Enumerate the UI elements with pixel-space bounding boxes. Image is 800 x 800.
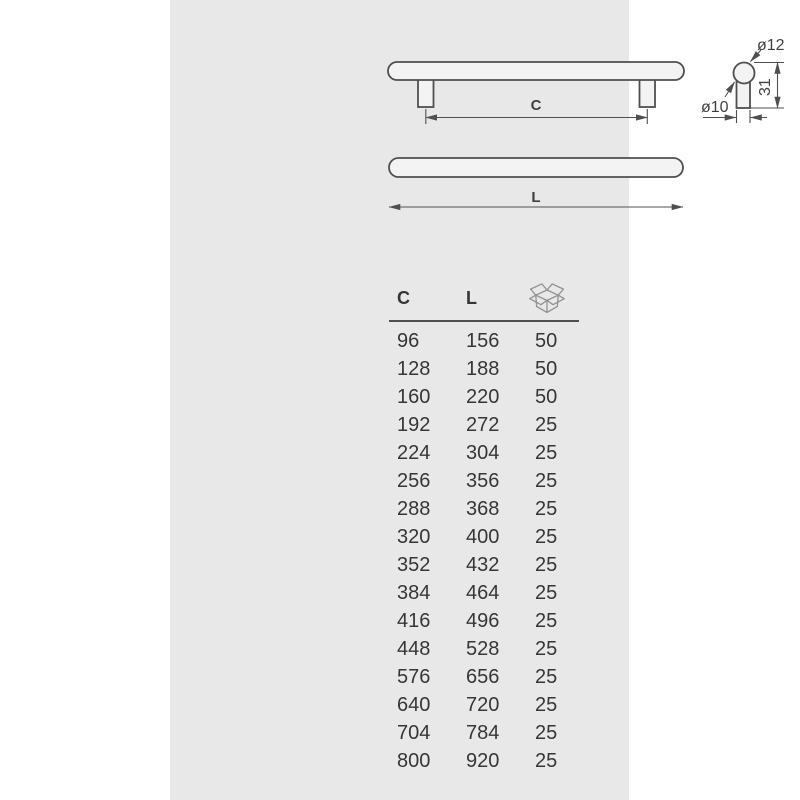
cell-l: 220 xyxy=(466,386,500,408)
cell-qty: 25 xyxy=(535,694,558,716)
cell-c: 256 xyxy=(397,470,431,492)
packaging-box-icon xyxy=(528,283,566,316)
cell-c: 288 xyxy=(397,498,431,520)
table-row xyxy=(389,581,579,609)
handle-bar-full xyxy=(389,158,683,177)
table-row xyxy=(389,469,579,497)
table-row xyxy=(389,385,579,413)
cell-qty: 25 xyxy=(535,610,558,632)
table-row xyxy=(389,665,579,693)
cell-l: 464 xyxy=(466,582,500,604)
cell-qty: 50 xyxy=(535,386,558,408)
cell-l: 432 xyxy=(466,554,500,576)
c-dimension-label: C xyxy=(530,97,542,114)
cell-l: 720 xyxy=(466,694,500,716)
table-row xyxy=(389,441,579,469)
table-row xyxy=(389,693,579,721)
cell-c: 640 xyxy=(397,694,431,716)
size-table xyxy=(389,282,579,777)
table-row xyxy=(389,497,579,525)
diameter10-label: ø10 xyxy=(701,99,729,116)
cell-l: 400 xyxy=(466,526,500,548)
cell-l: 272 xyxy=(466,414,500,436)
side-view-bar-section xyxy=(734,63,755,84)
cell-c: 704 xyxy=(397,722,431,744)
cell-c: 192 xyxy=(397,414,431,436)
cell-qty: 25 xyxy=(535,414,558,436)
cell-c: 160 xyxy=(397,386,431,408)
table-row xyxy=(389,413,579,441)
cell-qty: 25 xyxy=(535,498,558,520)
table-row xyxy=(389,329,579,357)
cell-c: 96 xyxy=(397,330,420,352)
technical-drawing xyxy=(170,0,800,250)
cell-l: 188 xyxy=(466,358,500,380)
handle-bar xyxy=(388,62,684,80)
cell-c: 448 xyxy=(397,638,431,660)
column-header-c: C xyxy=(397,288,410,308)
size-table-header xyxy=(389,282,579,320)
handle-full-length-view xyxy=(389,158,683,177)
cell-c: 320 xyxy=(397,526,431,548)
height31-dimension xyxy=(750,63,784,109)
cell-l: 496 xyxy=(466,610,500,632)
column-header-l: L xyxy=(466,288,477,308)
cell-l: 368 xyxy=(466,498,500,520)
height31-label: 31 xyxy=(757,78,774,96)
handle-side-view xyxy=(734,63,755,109)
diameter12-dimension xyxy=(751,37,785,62)
cell-c: 128 xyxy=(397,358,431,380)
cell-qty: 25 xyxy=(535,442,558,464)
l-dimension-label: L xyxy=(531,189,541,206)
cell-l: 356 xyxy=(466,470,500,492)
cell-c: 576 xyxy=(397,666,431,688)
table-row xyxy=(389,357,579,385)
cell-l: 920 xyxy=(466,750,500,772)
c-dimension xyxy=(426,97,648,124)
cell-qty: 25 xyxy=(535,722,558,744)
cell-qty: 25 xyxy=(535,526,558,548)
diameter12-label: ø12 xyxy=(757,37,785,54)
cell-qty: 25 xyxy=(535,750,558,772)
cell-l: 156 xyxy=(466,330,500,352)
l-dimension xyxy=(389,189,683,207)
table-row xyxy=(389,721,579,749)
cell-c: 416 xyxy=(397,610,431,632)
cell-c: 800 xyxy=(397,750,431,772)
cell-qty: 25 xyxy=(535,638,558,660)
cell-qty: 50 xyxy=(535,358,558,380)
table-row xyxy=(389,525,579,553)
cell-l: 656 xyxy=(466,666,500,688)
cell-qty: 25 xyxy=(535,666,558,688)
cell-c: 224 xyxy=(397,442,431,464)
diameter10-leader-line xyxy=(725,82,735,97)
table-row xyxy=(389,749,579,777)
cell-qty: 50 xyxy=(535,330,558,352)
cell-l: 784 xyxy=(466,722,500,744)
datasheet-panel xyxy=(170,0,785,800)
table-row xyxy=(389,609,579,637)
table-row xyxy=(389,637,579,665)
cell-qty: 25 xyxy=(535,554,558,576)
cell-l: 304 xyxy=(466,442,500,464)
table-row xyxy=(389,553,579,581)
cell-c: 384 xyxy=(397,582,431,604)
cell-c: 352 xyxy=(397,554,431,576)
cell-l: 528 xyxy=(466,638,500,660)
size-table-body xyxy=(389,322,579,777)
cell-qty: 25 xyxy=(535,470,558,492)
cell-qty: 25 xyxy=(535,582,558,604)
